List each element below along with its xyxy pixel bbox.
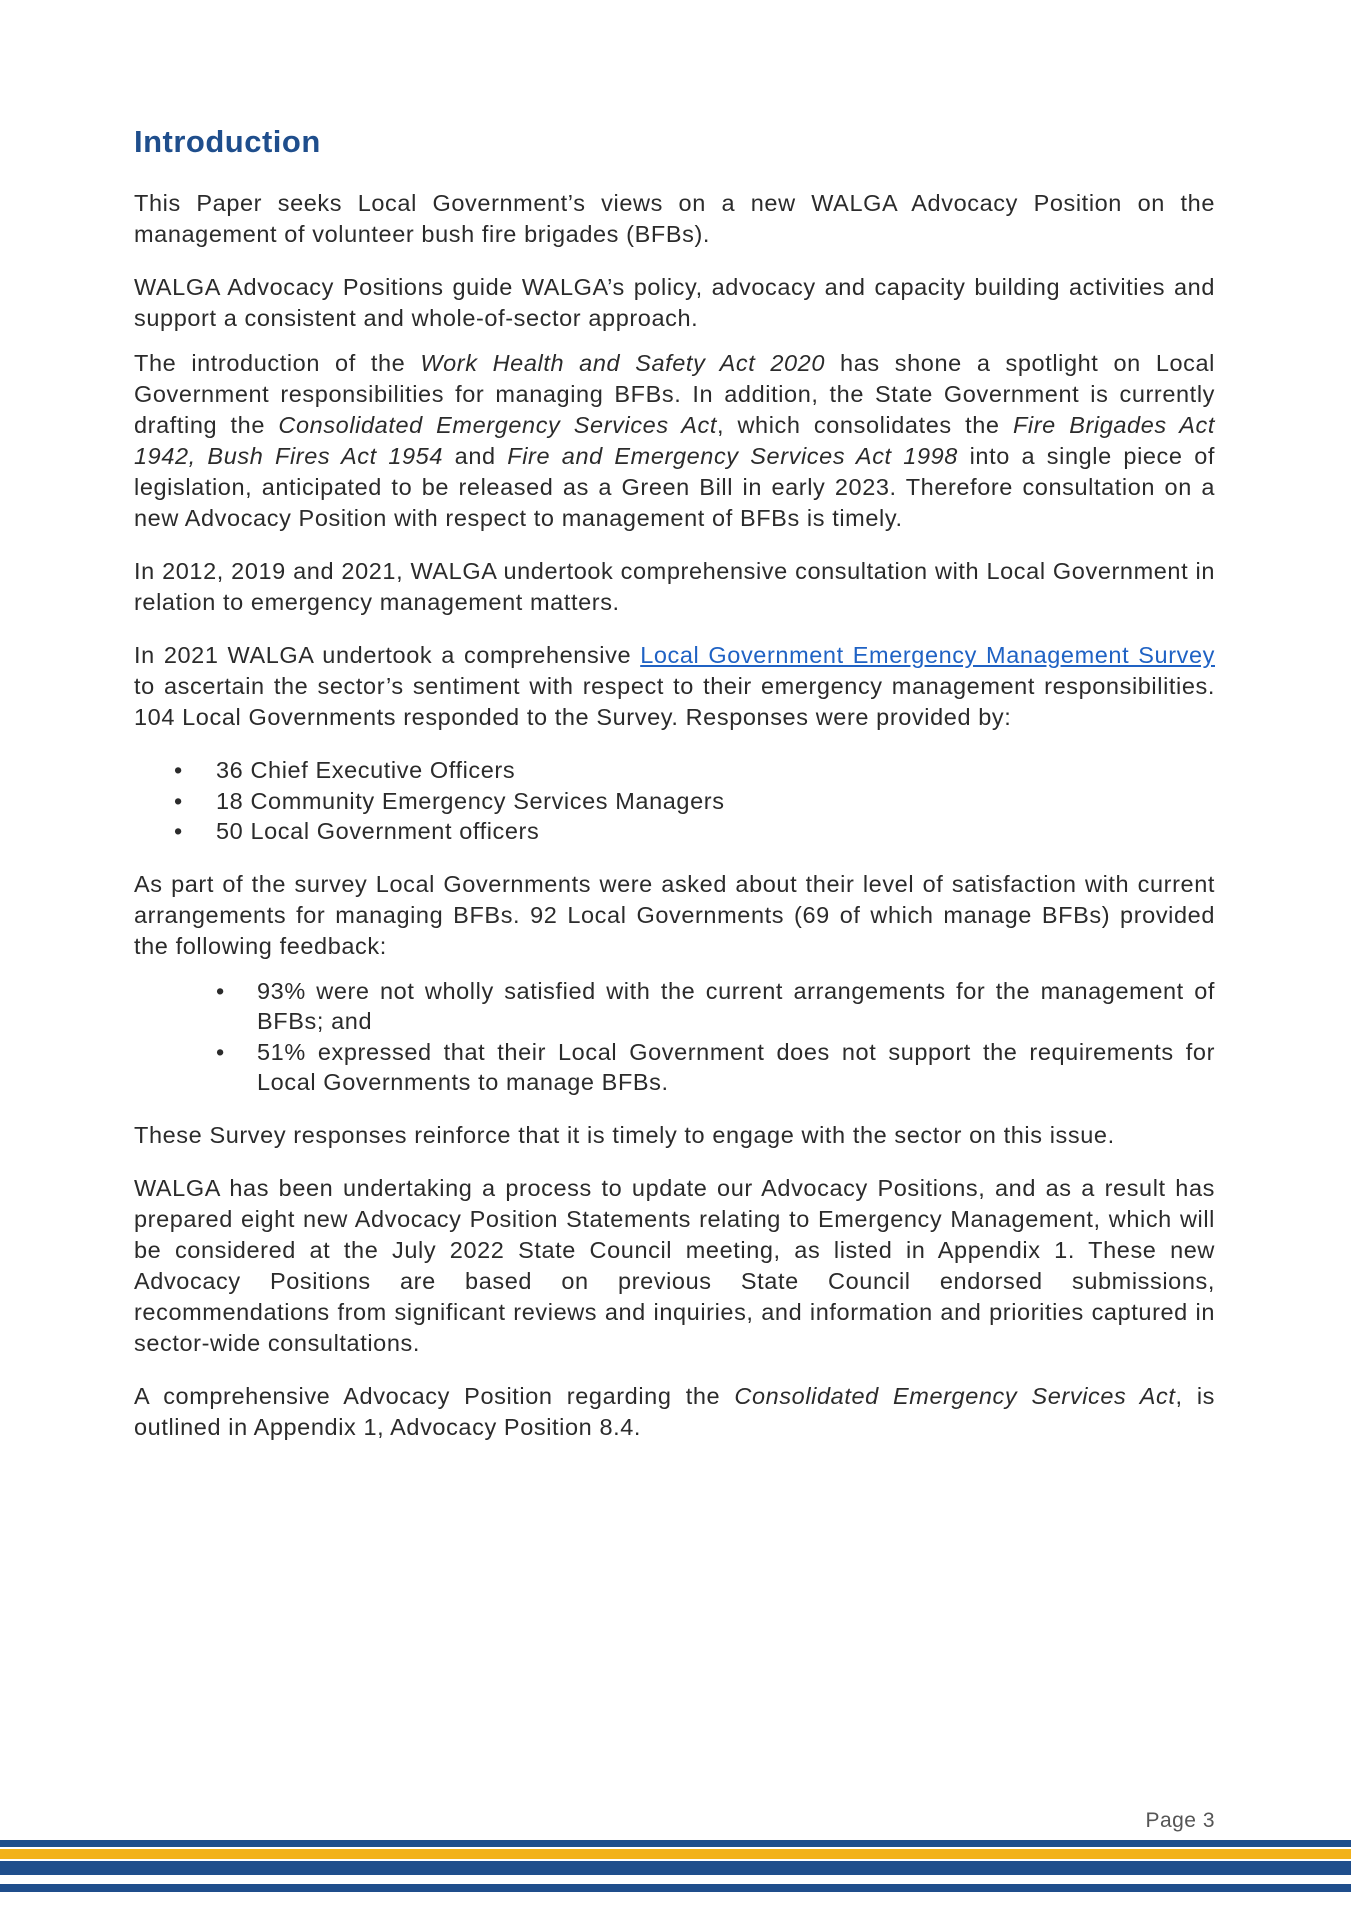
paragraph-advocacy-positions: WALGA Advocacy Positions guide WALGA’s policy, advocacy and capacity building activities and support a consistent and whole-of-sector approach. — [134, 274, 1215, 331]
text-span: , is outlined in Appendix 1, Advocacy Position 8.4. — [134, 1382, 1216, 1440]
feedback-list — [134, 976, 1215, 1098]
bullet-icon: • — [174, 818, 183, 844]
act-title: Consolidated Emergency Services Act — [734, 1382, 1176, 1409]
list-item — [134, 976, 1215, 1037]
paragraph-legislation — [134, 348, 1215, 534]
list-item-text: 18 Community Emergency Services Managers — [216, 787, 725, 814]
list-item-text: 93% were not wholly satisfied with the current arrangements for the management of BFBs; and — [257, 977, 1215, 1034]
footer-bar-blue-top — [0, 1840, 1351, 1847]
paragraph-appendix — [134, 1381, 1215, 1443]
list-item-text: 36 Chief Executive Officers — [216, 757, 516, 783]
survey-link[interactable]: Local Government Emergency Management Survey — [640, 642, 1215, 668]
paragraph-satisfaction: As part of the survey Local Governments were asked about their level of satisfaction with current arrangements for managing BFBs. 92 Local Governments (69 of which manage BFBs) provided the following feedback: — [134, 870, 1215, 959]
paragraph-consultation-history: In 2012, 2019 and 2021, WALGA undertook comprehensive consultation with Local Government in relation to emergency management matters. — [134, 558, 1215, 615]
paragraph-survey — [134, 640, 1215, 733]
text-span: , which consolidates the — [716, 412, 1013, 438]
paragraph-advocacy-update: WALGA has been undertaking a process to update our Advocacy Positions, and as a result has prepared eight new Advocacy Position Statements relating to Emergency Management, which will be considered at the July 2022 State Council meeting, as listed in Appendix 1. These new Advocacy Positions are based on previous State Council endorsed submissions, recommendations from significant reviews and inquiries, and information and priorities captured in sector-wide consultations. — [134, 1174, 1215, 1356]
footer-bar-blue-bottom — [0, 1884, 1351, 1892]
list-item — [134, 816, 1215, 847]
bullet-icon: • — [216, 977, 225, 1004]
list-item-text: 51% expressed that their Local Government does not support the requirements for Local Governments to manage BFBs. — [257, 1038, 1215, 1095]
respondents-list — [134, 755, 1215, 847]
list-item-text: 50 Local Government officers — [216, 818, 540, 844]
paragraph-survey-conclusion: These Survey responses reinforce that it is timely to engage with the sector on this issue. — [134, 1121, 1115, 1148]
act-title: Fire Brigades Act 1942, Bush Fires Act 1954 — [134, 412, 1215, 469]
document-page — [134, 124, 1215, 1465]
text-span: into a single piece of legislation, anticipated to be released as a Green Bill in early 2023. Therefore consultation on a new Advocacy Position with respect to management of BFBs is timely. — [134, 443, 1215, 531]
footer-bar-gold — [0, 1849, 1351, 1859]
paragraph-intro: This Paper seeks Local Government’s views on a new WALGA Advocacy Position on the management of volunteer bush fire brigades (BFBs). — [134, 190, 1215, 247]
footer-decoration — [0, 1840, 1351, 1900]
act-title: Fire and Emergency Services Act 1998 — [507, 443, 958, 469]
act-title: Work Health and Safety Act 2020 — [420, 350, 826, 376]
bullet-icon: • — [174, 757, 183, 783]
text-span: to ascertain the sector’s sentiment with respect to their emergency management responsibilities. 104 Local Governments responded to the Survey. Responses were provided by: — [134, 673, 1215, 730]
page-number: Page 3 — [1145, 1809, 1215, 1832]
bullet-icon: • — [174, 787, 183, 814]
text-span: The introduction of the — [134, 350, 421, 376]
list-item — [134, 786, 1215, 817]
section-heading: Introduction — [134, 124, 321, 159]
bullet-icon: • — [216, 1038, 225, 1065]
list-item — [134, 1037, 1215, 1098]
text-span: A comprehensive Advocacy Position regarding the — [134, 1382, 735, 1409]
text-span: has shone a spotlight on Local Government responsibilities for managing BFBs. In addition, the State Government is currently drafting the — [134, 350, 1216, 438]
list-item — [134, 755, 1215, 786]
footer-bar-blue-middle — [0, 1861, 1351, 1875]
text-span: In 2021 WALGA undertook a comprehensive — [134, 642, 641, 668]
text-span: and — [443, 443, 508, 469]
act-title: Consolidated Emergency Services Act — [278, 412, 717, 438]
